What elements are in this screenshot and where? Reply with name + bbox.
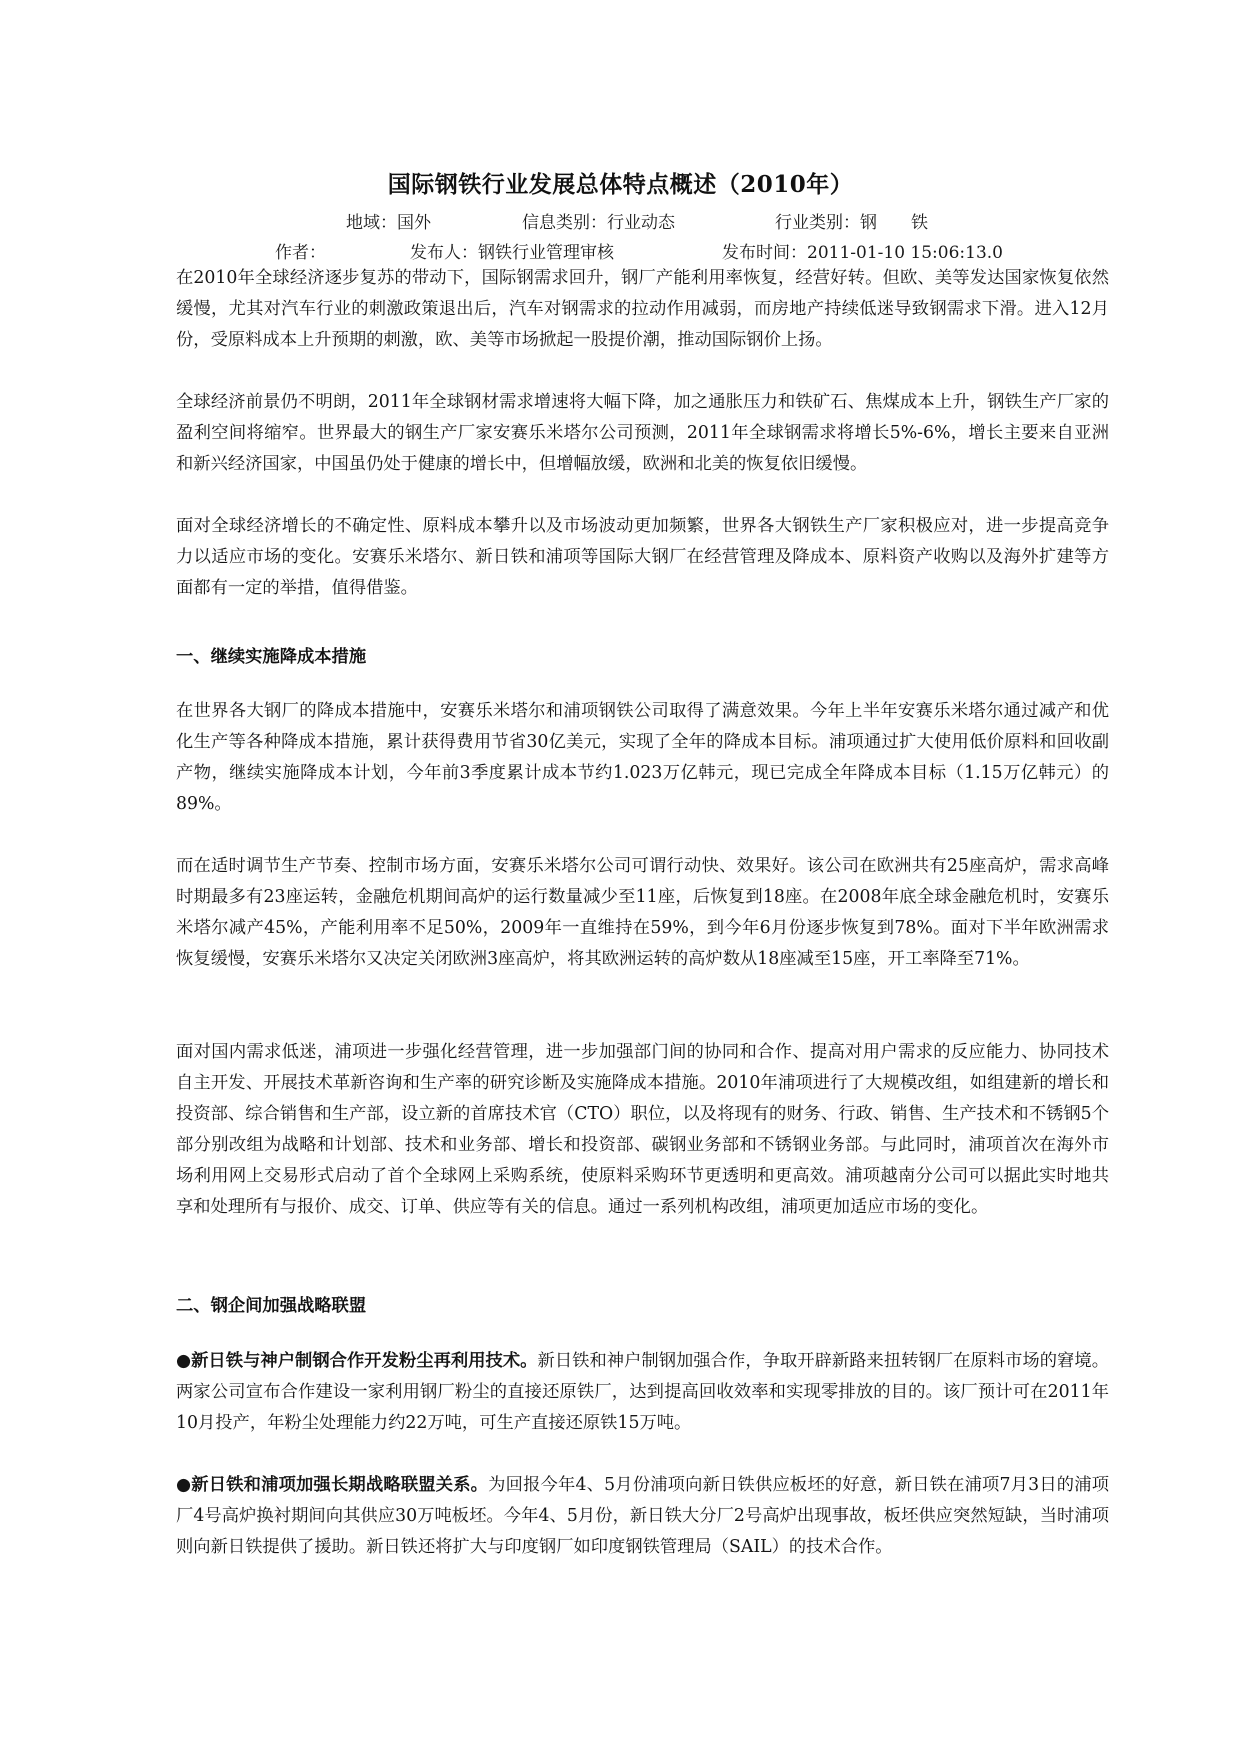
meta-line-1 bbox=[0, 208, 1241, 232]
paragraph-8 bbox=[176, 1470, 1109, 1563]
meta-line-2 bbox=[0, 238, 1241, 262]
bullet-lead-text: ●新日铁与神户制钢合作开发粉尘再利用技术。 bbox=[176, 1351, 538, 1371]
paragraph-3 bbox=[176, 511, 1109, 604]
paragraph-5 bbox=[176, 851, 1109, 975]
bullet-body-text: 新日铁和神户制钢加强合作，争取开辟新路来扭转钢厂在原料市场的窘境。两家公司宣布合作建设一家利用钢厂粉尘的直接还原铁厂，达到提高回收效率和实现零排放的目的。该厂预计可在2011年10月投产，年粉尘处理能力约22万吨，可生产直接还原铁15万吨。 bbox=[176, 1351, 1109, 1433]
paragraph-text: 面对全球经济增长的不确定性、原料成本攀升以及市场波动更加频繁，世界各大钢铁生产厂家积极应对，进一步提高竞争力以适应市场的变化。安赛乐米塔尔、新日铁和浦项等国际大钢厂在经营管理及降成本、原料资产收购以及海外扩建等方面都有一定的举措，值得借鉴。 bbox=[176, 516, 1109, 598]
paragraph-text: 在世界各大钢厂的降成本措施中，安赛乐米塔尔和浦项钢铁公司取得了满意效果。今年上半年安赛乐米塔尔通过减产和优化生产等各种降成本措施，累计获得费用节省30亿美元，实现了全年的降成本目标。浦项通过扩大使用低价原料和回收副产物，继续实施降成本计划，今年前3季度累计成本节约1.023万亿韩元，现已完成全年降成本目标（1.15万亿韩元）的89%。 bbox=[176, 701, 1109, 814]
meta-region: 地域：国外 bbox=[346, 213, 431, 233]
meta-publish-time: 发布时间：2011-01-10 15:06:13.0 bbox=[722, 243, 1003, 263]
bullet-body-text: 为回报今年4、5月份浦项向新日铁供应板坯的好意，新日铁在浦项7月3日的浦项厂4号高炉换衬期间向其供应30万吨板坯。今年4、5月份，新日铁大分厂2号高炉出现事故，板坯供应突然短缺，当时浦项则向新日铁提供了援助。新日铁还将扩大与印度钢厂如印度钢铁管理局（SAIL）的技术合作。 bbox=[176, 1475, 1109, 1557]
paragraph-6 bbox=[176, 1037, 1109, 1223]
section-heading-2: 二、钢企间加强战略联盟 bbox=[176, 1296, 367, 1316]
document-title: 国际钢铁行业发展总体特点概述（2010年） bbox=[387, 171, 854, 198]
section-heading-1: 一、继续实施降成本措施 bbox=[176, 647, 367, 667]
paragraph-4 bbox=[176, 696, 1109, 820]
paragraph-text: 而在适时调节生产节奏、控制市场方面，安赛乐米塔尔公司可谓行动快、效果好。该公司在欧洲共有25座高炉，需求高峰时期最多有23座运转，金融危机期间高炉的运行数量减少至11座，后恢复到18座。在2008年底全球金融危机时，安赛乐米塔尔减产45%，产能利用率不足50%，2009年一直维持在59%，到今年6月份逐步恢复到78%。面对下半年欧洲需求恢复缓慢，安赛乐米塔尔又决定关闭欧洲3座高炉，将其欧洲运转的高炉数从18座减至15座，开工率降至71%。 bbox=[176, 856, 1109, 969]
paragraph-1 bbox=[176, 263, 1109, 356]
meta-author: 作者： bbox=[275, 243, 326, 263]
paragraph-7 bbox=[176, 1346, 1109, 1439]
paragraph-text: 面对国内需求低迷，浦项进一步强化经营管理，进一步加强部门间的协同和合作、提高对用户需求的反应能力、协同技术自主开发、开展技术革新咨询和生产率的研究诊断及实施降成本措施。2010年浦项进行了大规模改组，如组建新的增长和投资部、综合销售和生产部，设立新的首席技术官（CTO）职位，以及将现有的财务、行政、销售、生产技术和不锈钢5个部分别改组为战略和计划部、技术和业务部、增长和投资部、碳钢业务部和不锈钢业务部。与此同时，浦项首次在海外市场利用网上交易形式启动了首个全球网上采购系统，使原料采购环节更透明和更高效。浦项越南分公司可以据此实时地共享和处理所有与报价、成交、订单、供应等有关的信息。通过一系列机构改组，浦项更加适应市场的变化。 bbox=[176, 1042, 1109, 1217]
bullet-lead-text: ●新日铁和浦项加强长期战略联盟关系。 bbox=[176, 1475, 489, 1495]
meta-industry-category: 行业类别：钢 铁 bbox=[775, 213, 928, 233]
meta-publisher: 发布人：钢铁行业管理审核 bbox=[410, 243, 614, 263]
paragraph-text: 全球经济前景仍不明朗，2011年全球钢材需求增速将大幅下降，加之通胀压力和铁矿石、焦煤成本上升，钢铁生产厂家的盈利空间将缩窄。世界最大的钢生产厂家安赛乐米塔尔公司预测，2011年全球钢需求将增长5%-6%，增长主要来自亚洲和新兴经济国家，中国虽仍处于健康的增长中，但增幅放缓，欧洲和北美的恢复依旧缓慢。 bbox=[176, 392, 1109, 474]
paragraph-text: 在2010年全球经济逐步复苏的带动下，国际钢需求回升，钢厂产能利用率恢复，经营好转。但欧、美等发达国家恢复依然缓慢，尤其对汽车行业的刺激政策退出后，汽车对钢需求的拉动作用减弱，而房地产持续低迷导致钢需求下滑。进入12月份，受原料成本上升预期的刺激，欧、美等市场掀起一股提价潮，推动国际钢价上扬。 bbox=[176, 268, 1109, 350]
meta-info-category: 信息类别：行业动态 bbox=[522, 213, 675, 233]
paragraph-2 bbox=[176, 387, 1109, 480]
